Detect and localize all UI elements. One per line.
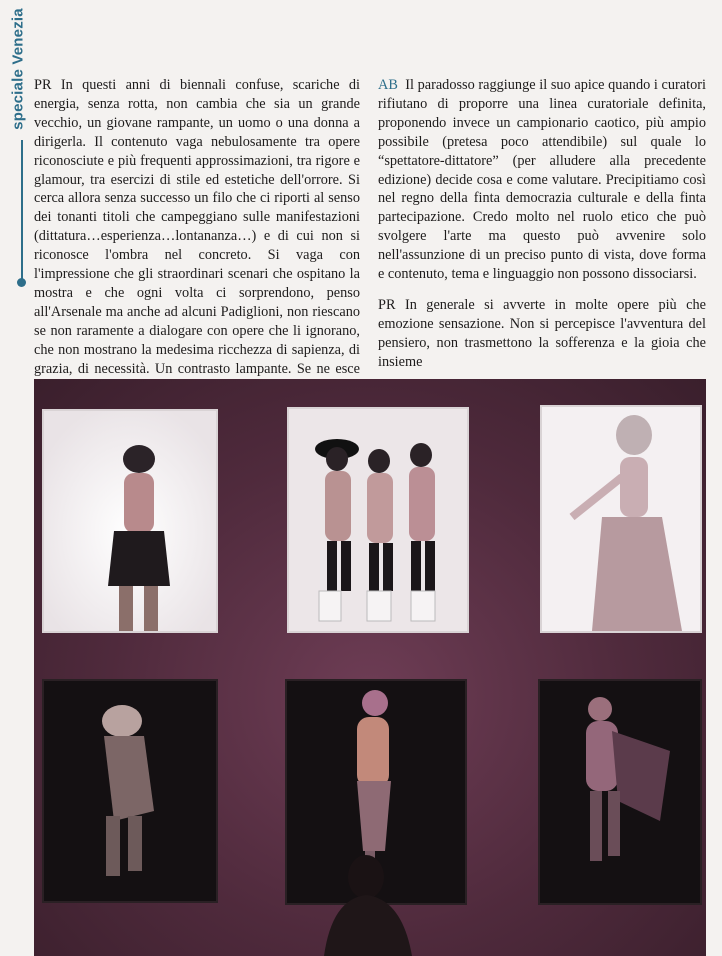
section-tab-label: speciale Venezia [9,8,27,130]
figure-silhouette [542,407,700,631]
photo-print-bottom-right [538,679,702,905]
figure-silhouette [44,411,216,631]
right-column [378,76,706,372]
paragraph-text: Il paradosso raggiunge il suo apice quando i curatori rifiutano di proporre una linea curatoriale definita, proponendo invece un campionario caotico, più ampio possibile (pretesa poco attendibile) sul quale lo “spettatore-dittatore” (per alludere alla precedente edizione) decide cosa e come valutare. Precipitiamo così nel regno della finta democrazia culturale e della finta partecipazione. Credo molto nel ruolo etico che può svolgere l'arte ma questo può avvenire solo nell'assunzione di un preciso punto di vista, dove forma e contenuto, tema e linguaggio non possono dissociarsi. [378,77,706,283]
photo-print-bottom-left [42,679,218,903]
figure-silhouette [44,681,216,901]
section-marker-dot [17,278,26,287]
photo-print-top-left [42,409,218,633]
visitor-silhouette [304,849,424,956]
exhibition-photo [34,379,706,956]
section-tab [8,4,28,134]
speaker-label: PR [34,77,52,93]
paragraph-text: In questi anni di biennali confuse, scariche di energia, senza rotta, non cambia che sia un grande vecchio, un giovane rampante, un uomo o una donna a dirigerla. Il contenuto vaga nebulosamente tra opere riconosciute e più frequenti approssimazioni, tra rigore e glamour, tra esercizi di stile ed estetiche dell'orrore. Si cerca allora senza successo un filo che ci riporti al senso dei tonanti titoli che campeggiano sulle manifestazioni (dittatura…esperienza…lontananza…) e di cui non si riconosce l'ombra nel concreto. Si vaga con l'impressione che gli straordinari scenari che ospitano la mostra e che ogni volta ci sorprendono, penso all'Arsenale ma anche ad alcuni Padiglioni, non riescano se non raramente a dialogare con opere che li ignorano, che non mostrano la medesima ricchezza di sapienza, di grazia, di necessità. Un contrasto lampante. Se ne esce [34,77,361,377]
photo-print-top-right [540,405,702,633]
interview-paragraph [378,76,706,284]
speaker-label: AB [378,77,398,93]
paragraph-text: In generale si avverte in molte opere più che emozione sensazione. Non si percepisce l'avventura del pensiero, non trasmettono la sofferenza e la gioia che insieme [378,296,706,370]
figure-silhouette [540,681,700,903]
speaker-label: PR [378,296,396,313]
section-rule [21,140,23,280]
photo-print-top-center [287,407,469,633]
interview-paragraph [378,296,706,372]
interview-paragraph [34,76,360,416]
left-column [34,76,360,416]
three-figures [289,409,467,631]
